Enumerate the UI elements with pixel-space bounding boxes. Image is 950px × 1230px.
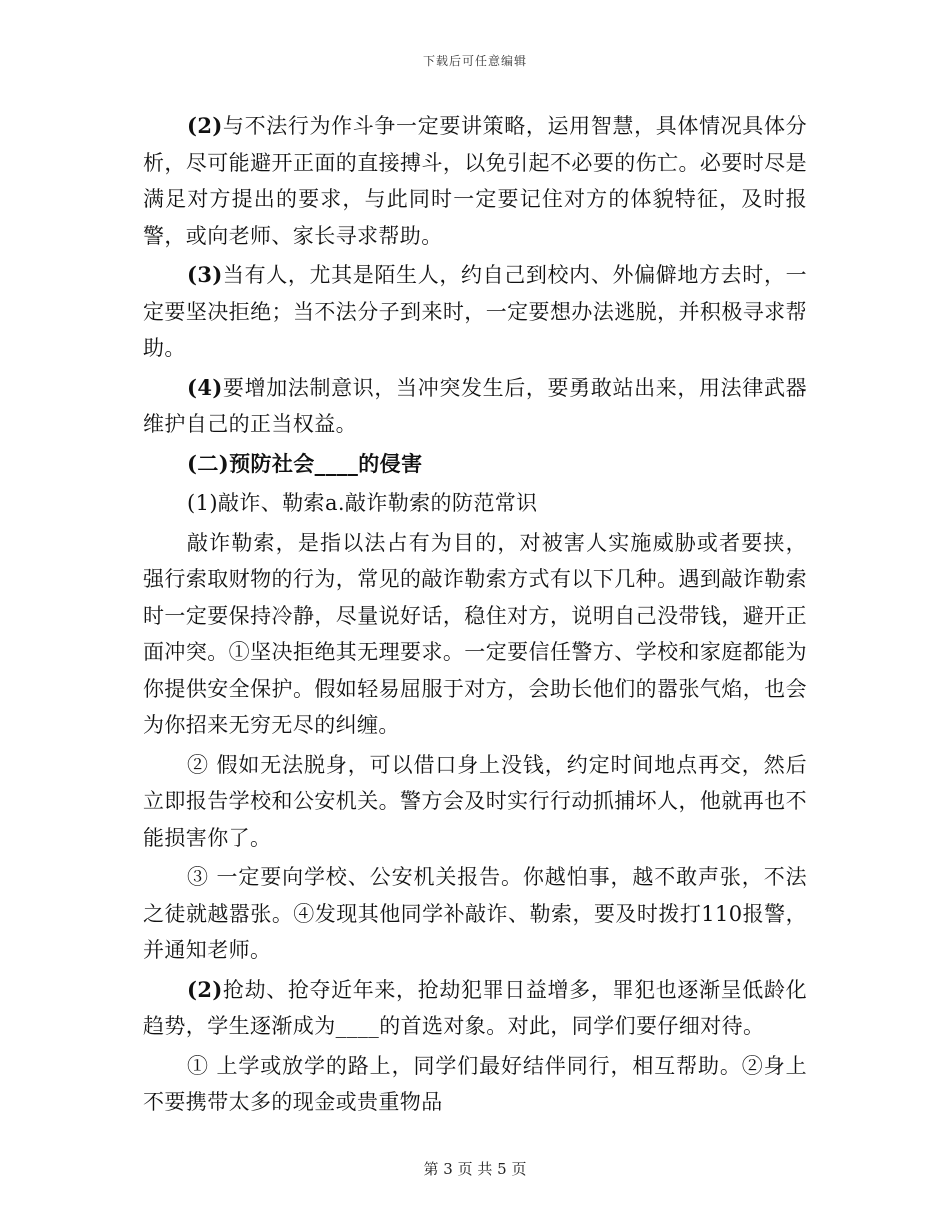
section-heading-text: (二)预防社会____的侵害	[187, 450, 423, 476]
paragraph-robbery	[143, 972, 807, 1045]
item-marker: (4)	[187, 374, 223, 400]
paragraph-point-2	[143, 747, 807, 857]
paragraph-item-3	[143, 257, 807, 367]
paragraph-extortion	[143, 525, 807, 744]
paragraph-text: 抢劫、抢夺近年来，抢劫犯罪日益增多，罪犯也逐渐呈低龄化趋势，学生逐渐成为____的首选对象。对此，同学们要仔细对待。	[143, 977, 807, 1038]
paragraph-item-4	[143, 370, 807, 443]
paragraph-text: 要增加法制意识，当冲突发生后，要勇敢站出来，用法律武器维护自己的正当权益。	[143, 375, 807, 436]
paragraph-item-2	[143, 108, 807, 254]
paragraph-point-3	[143, 859, 807, 969]
item-marker: (2)	[187, 976, 223, 1002]
subsection-heading	[143, 485, 807, 522]
document-body	[143, 108, 807, 1124]
paragraph-text: ① 上学或放学的路上，同学们最好结伴同行，相互帮助。②身上不要携带太多的现金或贵重物品	[143, 1053, 807, 1114]
item-marker: (2)	[187, 113, 223, 138]
paragraph-text: 敲诈勒索，是指以法占有为目的，对被害人实施威胁或者要挟，强行索取财物的行为，常见的敲诈勒索方式有以下几种。遇到敲诈勒索时一定要保持冷静，尽量说好话，稳住对方，说明自己没带钱，避开正面冲突。①坚决拒绝其无理要求。一定要信任警方、学校和家庭都能为你提供安全保护。假如轻易屈服于对方，会助长他们的嚣张气焰，也会为你招来无穷无尽的纠缠。	[143, 530, 807, 737]
page-header: 下载后可任意编辑	[422, 54, 527, 68]
paragraph-text: ③ 一定要向学校、公安机关报告。你越怕事，越不敢声张，不法之徒就越嚣张。④发现其他同学补敲诈、勒索，要及时拨打110报警，并通知老师。	[143, 865, 807, 962]
section-heading	[143, 446, 807, 483]
paragraph-text: 与不法行为作斗争一定要讲策略，运用智慧，具体情况具体分析，尽可能避开正面的直接搏斗，以免引起不必要的伤亡。必要时尽是满足对方提出的要求，与此同时一定要记住对方的体貌特征，及时报警，或向老师、家长寻求帮助。	[143, 114, 807, 248]
paragraph-robbery-points	[143, 1048, 807, 1121]
paragraph-text: ② 假如无法脱身，可以借口身上没钱，约定时间地点再交，然后立即报告学校和公安机关。警方会及时实行行动抓捕坏人，他就再也不能损害你了。	[143, 752, 807, 850]
page-footer: 第 3 页 共 5 页	[423, 1160, 527, 1178]
subsection-heading-text: (1)敲诈、勒索a.敲诈勒索的防范常识	[187, 491, 538, 515]
item-marker: (3)	[187, 262, 223, 287]
paragraph-text: 当有人，尤其是陌生人，约自己到校内、外偏僻地方去时，一定要坚决拒绝；当不法分子到来时，一定要想办法逃脱，并积极寻求帮助。	[143, 263, 807, 360]
